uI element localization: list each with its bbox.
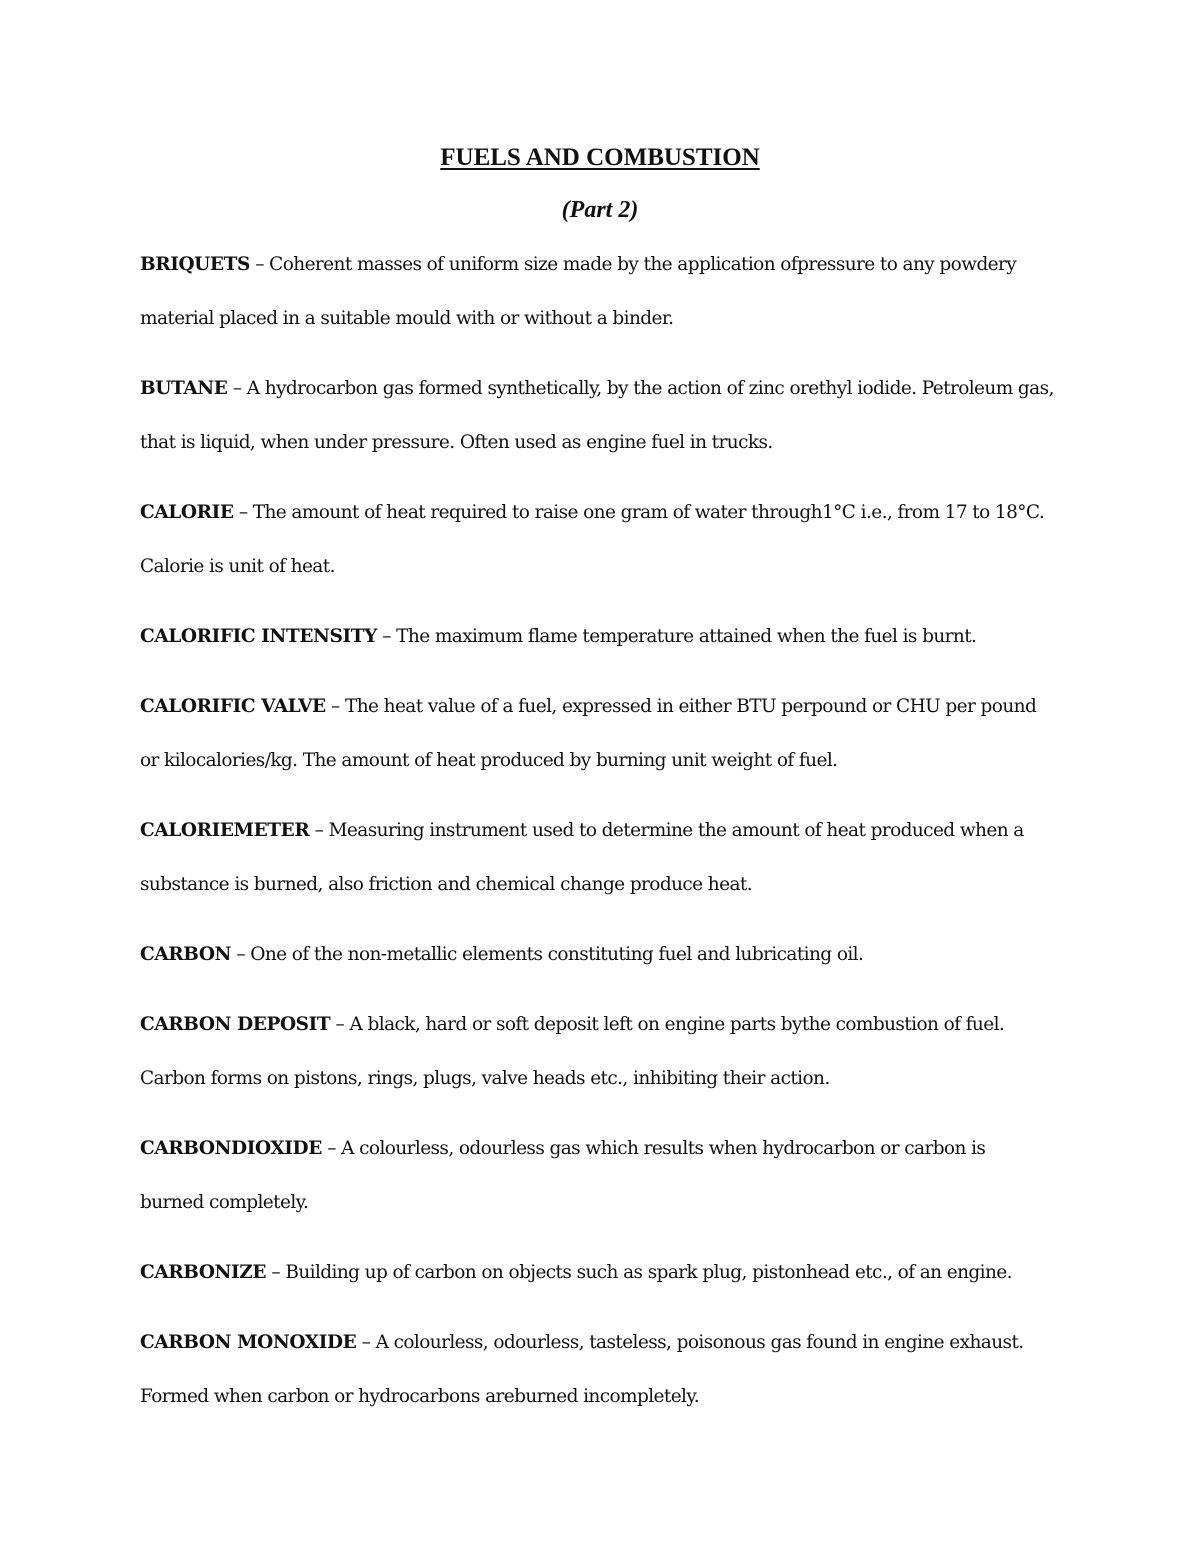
entry-definition: Building up of carbon on objects such as spark plug, pistonhead etc., of an engine. bbox=[285, 1262, 1012, 1283]
entry-definition: Measuring instrument used to determine the amount of heat produced when a bbox=[328, 820, 1024, 841]
entry-dash: – bbox=[327, 1138, 336, 1159]
entry-term: CALORIEMETER bbox=[140, 820, 310, 841]
glossary-entry bbox=[140, 680, 1070, 788]
entry-term: BUTANE bbox=[140, 378, 228, 399]
entry-line: burned completely. bbox=[140, 1192, 309, 1213]
glossary-entry bbox=[140, 610, 1070, 664]
entry-line: or kilocalories/kg. The amount of heat produced by burning unit weight of fuel. bbox=[140, 750, 838, 771]
glossary-entry bbox=[140, 238, 1070, 346]
entry-definition: A colourless, odourless gas which results when hydrocarbon or carbon is bbox=[341, 1138, 986, 1159]
glossary-entry bbox=[140, 486, 1070, 594]
entry-term: CARBONDIOXIDE bbox=[140, 1138, 322, 1159]
entry-line bbox=[140, 998, 1070, 1052]
page-title-text: FUELS AND COMBUSTION bbox=[440, 144, 760, 171]
entry-line bbox=[140, 610, 1070, 664]
entry-line bbox=[140, 362, 1070, 416]
entry-dash: – bbox=[255, 254, 264, 275]
entry-term: CARBON MONOXIDE bbox=[140, 1332, 357, 1353]
page-title bbox=[0, 141, 1200, 175]
entry-line bbox=[140, 680, 1070, 734]
entry-line: material placed in a suitable mould with or without a binder. bbox=[140, 308, 674, 329]
entry-line bbox=[140, 1122, 1070, 1176]
entry-term: CALORIFIC INTENSITY bbox=[140, 626, 377, 647]
entry-line: that is liquid, when under pressure. Often used as engine fuel in trucks. bbox=[140, 432, 773, 453]
entry-dash: – bbox=[335, 1014, 345, 1035]
entry-line bbox=[140, 1246, 1070, 1300]
glossary-list bbox=[140, 238, 1070, 1440]
glossary-entry bbox=[140, 928, 1070, 982]
page-subtitle: (Part 2) bbox=[561, 197, 639, 223]
entry-term: CALORIFIC VALVE bbox=[140, 696, 326, 717]
entry-line bbox=[140, 1316, 1070, 1370]
entry-dash: – bbox=[271, 1262, 281, 1283]
entry-dash: – bbox=[314, 820, 324, 841]
glossary-entry bbox=[140, 998, 1070, 1106]
entry-dash: – bbox=[361, 1332, 371, 1353]
entry-line: Formed when carbon or hydrocarbons areburned incompletely. bbox=[140, 1386, 700, 1407]
entry-line bbox=[140, 238, 1070, 292]
entry-line: Calorie is unit of heat. bbox=[140, 556, 335, 577]
entry-term: CARBON bbox=[140, 944, 232, 965]
entry-dash: – bbox=[236, 944, 245, 965]
entry-dash: – bbox=[238, 502, 248, 523]
glossary-entry bbox=[140, 362, 1070, 470]
entry-line: substance is burned, also friction and chemical change produce heat. bbox=[140, 874, 752, 895]
entry-dash: – bbox=[232, 378, 242, 399]
entry-definition: One of the non-metallic elements constituting fuel and lubricating oil. bbox=[250, 944, 864, 965]
entry-line bbox=[140, 928, 1070, 982]
entry-dash: – bbox=[382, 626, 391, 647]
entry-line: Carbon forms on pistons, rings, plugs, valve heads etc., inhibiting their action. bbox=[140, 1068, 830, 1089]
entry-term: CARBON DEPOSIT bbox=[140, 1014, 331, 1035]
glossary-entry bbox=[140, 804, 1070, 912]
entry-definition: A colourless, odourless, tasteless, poisonous gas found in engine exhaust. bbox=[375, 1332, 1024, 1353]
entry-dash: – bbox=[331, 696, 340, 717]
entry-term: CALORIE bbox=[140, 502, 234, 523]
entry-definition: The heat value of a fuel, expressed in either BTU perpound or CHU per pound bbox=[344, 696, 1037, 717]
glossary-entry bbox=[140, 1246, 1070, 1300]
entry-line bbox=[140, 486, 1070, 540]
entry-definition: A hydrocarbon gas formed synthetically, by the action of zinc orethyl iodide. Petroleum gas, bbox=[246, 378, 1054, 399]
glossary-entry bbox=[140, 1122, 1070, 1230]
entry-term: CARBONIZE bbox=[140, 1262, 267, 1283]
entry-term: BRIQUETS bbox=[140, 254, 250, 275]
entry-definition: Coherent masses of uniform size made by the application ofpressure to any powdery bbox=[269, 254, 1017, 275]
entry-definition: A black, hard or soft deposit left on engine parts bythe combustion of fuel. bbox=[349, 1014, 1005, 1035]
entry-definition: The amount of heat required to raise one gram of water through1°C i.e., from 17 to 18°C. bbox=[252, 502, 1045, 523]
entry-definition: The maximum flame temperature attained when the fuel is burnt. bbox=[396, 626, 977, 647]
glossary-entry bbox=[140, 1316, 1070, 1424]
entry-line bbox=[140, 804, 1070, 858]
